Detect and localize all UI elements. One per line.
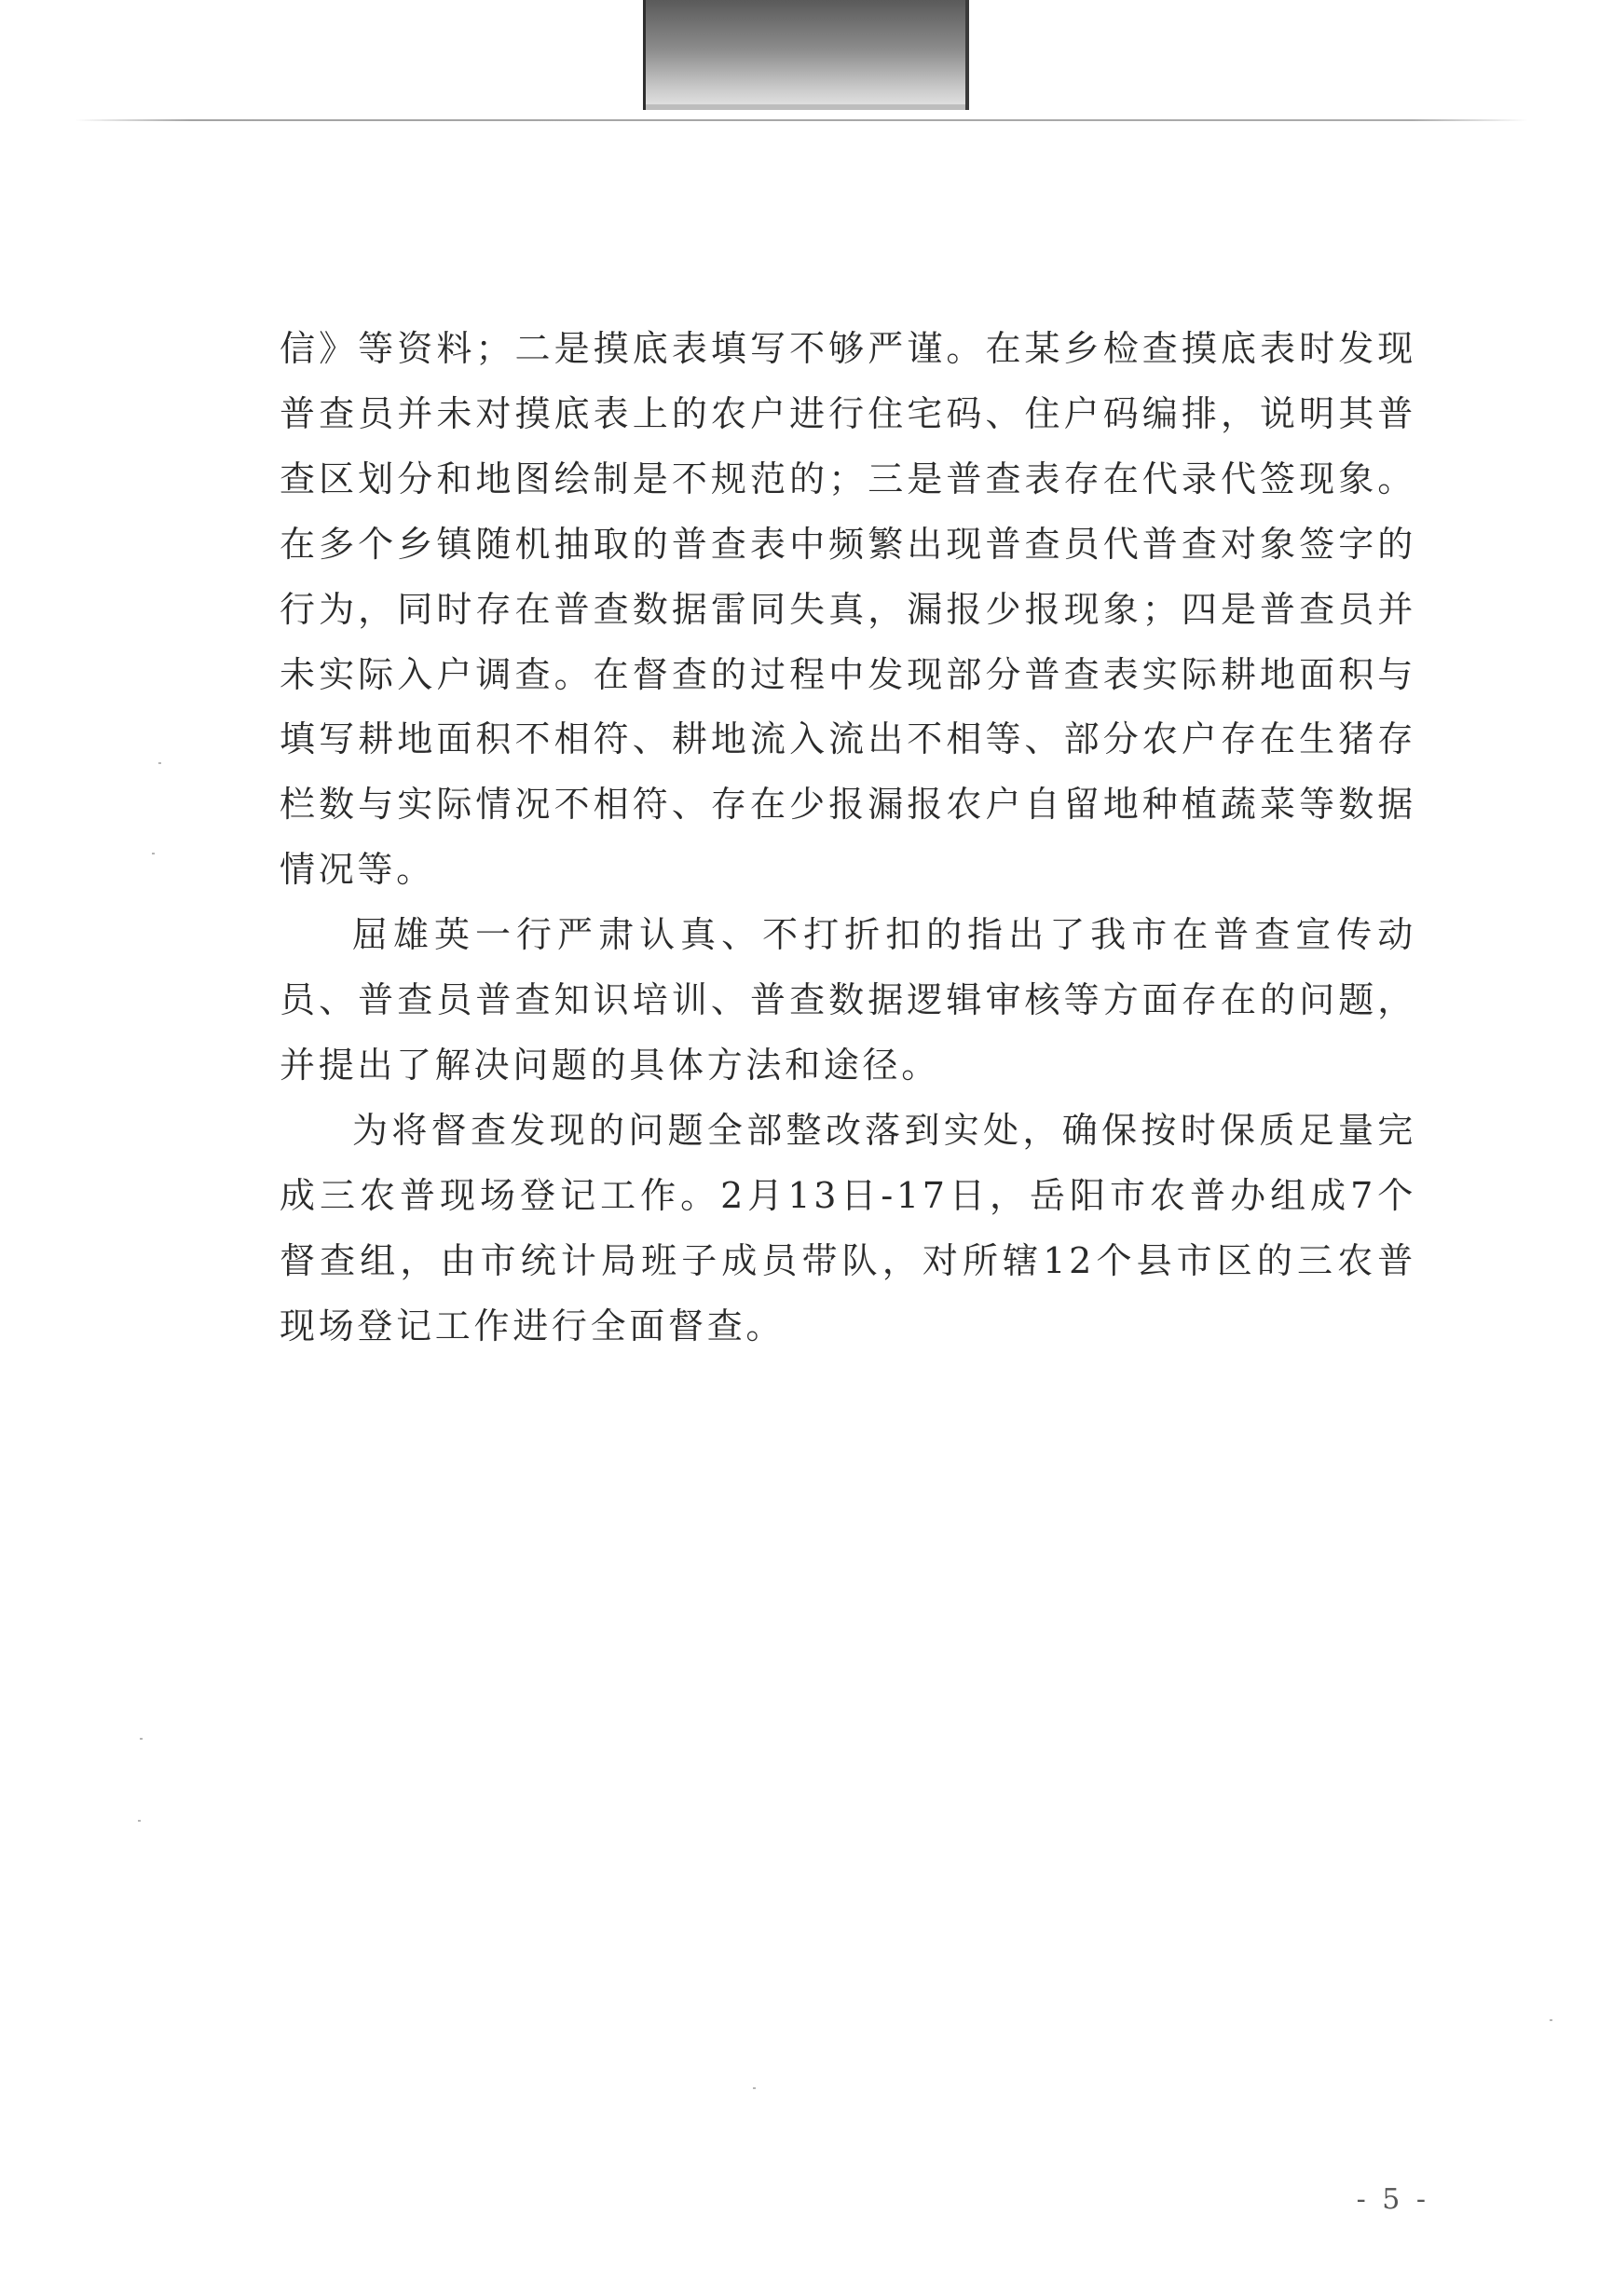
- scan-speck: [1550, 2019, 1552, 2021]
- scan-edge-line: [75, 119, 1528, 121]
- paragraph-inspection-findings: 屈雄英一行严肃认真、不打折扣的指出了我市在普查宣传动员、普查员普查知识培训、普查数据逻辑审核等方面存在的问题，并提出了解决问题的具体方法和途径。: [280, 914, 1416, 1086]
- scan-speck: [138, 1820, 141, 1822]
- scan-speck: [152, 853, 155, 854]
- page-number: - 5 -: [1356, 2183, 1429, 2216]
- scan-binding-shadow: [643, 0, 969, 110]
- scan-speck: [753, 2087, 756, 2089]
- scan-speck: [140, 1738, 143, 1740]
- scan-speck: [158, 762, 161, 764]
- document-body: [280, 317, 1416, 1360]
- paragraph-rectification: 为将督查发现的问题全部整改落到实处，确保按时保质足量完成三农普现场登记工作。2月13日-17日，岳阳市农普办组成7个督查组，由市统计局班子成员带队，对所辖12个县市区的三农普现场登记工作进行全面督查。: [280, 1109, 1416, 1346]
- paragraph-continued: 信》等资料；二是摸底表填写不够严谨。在某乡检查摸底表时发现普查员并未对摸底表上的农户进行住宅码、住户码编排，说明其普查区划分和地图绘制是不规范的；三是普查表存在代录代签现象。在多个乡镇随机抽取的普查表中频繁出现普查员代普查对象签字的行为，同时存在普查数据雷同失真，漏报少报现象；四是普查员并未实际入户调查。在督查的过程中发现部分普查表实际耕地面积与填写耕地面积不相符、耕地流入流出不相等、部分农户存在生猪存栏数与实际情况不相符、存在少报漏报农户自留地种植蔬菜等数据情况等。: [280, 328, 1416, 891]
